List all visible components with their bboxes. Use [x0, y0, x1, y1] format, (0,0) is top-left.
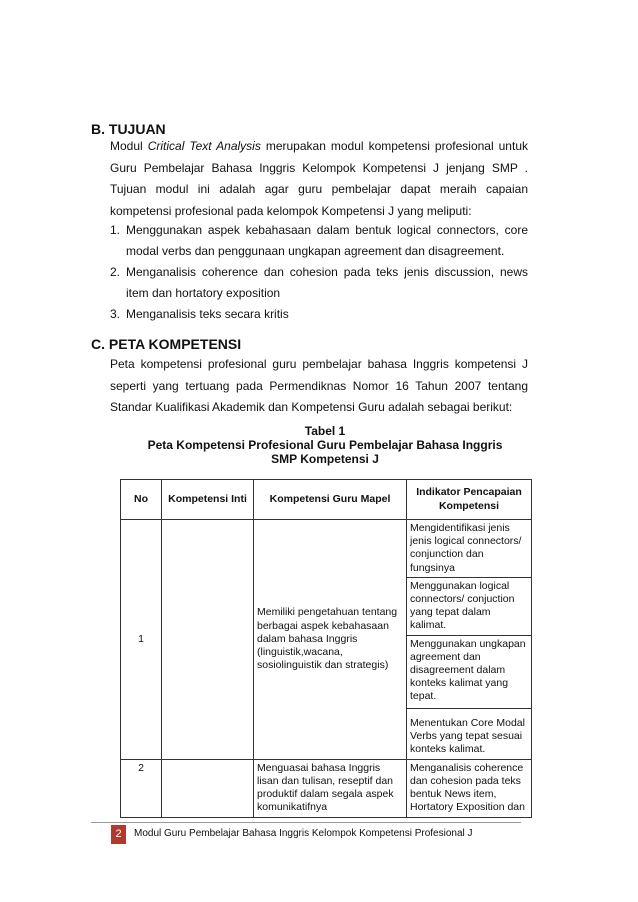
cell-mapel: Menguasai bahasa Inggris lisan dan tulisan, reseptif dan produktif dalam segala aspek komunikatifnya: [254, 759, 407, 817]
header-no: No: [121, 480, 162, 520]
para-text: merupakan modul kompetensi profesional untuk Guru Pembelajar Bahasa Inggris Kelompok Kompetensi J jenjang SMP . Tujuan modul ini adalah agar guru pembelajar dapat meraih capaian kompetensi profesional pada kelompok Kompetensi J yang meliputi:: [110, 139, 528, 218]
cell-no: 2: [121, 759, 162, 817]
section-c-paragraph: Peta kompetensi profesional guru pembelajar bahasa Inggris kompetensi J seperti yang tertuang pada Permendiknas Nomor 16 Tahun 2007 tentang Standar Kualifikasi Akademik dan Kompetensi Guru adalah sebagai berikut:: [110, 357, 528, 414]
section-b-paragraph: [110, 136, 528, 222]
header-kompetensi-inti: Kompetensi Inti: [162, 480, 254, 520]
para-text: Modul: [110, 139, 148, 153]
list-number: 2.: [110, 265, 121, 279]
header-kompetensi-mapel: Kompetensi Guru Mapel: [254, 480, 407, 520]
competency-table: [120, 479, 532, 818]
list-text: Menggunakan aspek kebahasaan dalam bentuk logical connectors, core modal verbs dan penggunaan ungkapan agreement dan disagreement.: [126, 223, 528, 258]
cell-inti: [162, 520, 254, 760]
cell-indikator: Menentukan Core Modal Verbs yang tepat sesuai konteks kalimat.: [407, 708, 532, 759]
list-number: 3.: [110, 307, 121, 321]
list-item: [110, 220, 528, 261]
list-item: [110, 304, 528, 325]
cell-indikator: Menggunakan logical connectors/ conjuction yang tepat dalam kalimat.: [407, 577, 532, 635]
module-title: Critical Text Analysis: [147, 139, 261, 153]
caption-line: Tabel 1: [304, 424, 346, 438]
caption-line: SMP Kompetensi J: [271, 452, 379, 466]
list-text: Menganalisis teks secara kritis: [126, 307, 289, 321]
cell-indikator: Menganalisis coherence dan cohesion pada teks bentuk News item, Hortatory Exposition dan: [407, 759, 532, 817]
caption-line: Peta Kompetensi Profesional Guru Pembelajar Bahasa Inggris: [147, 438, 503, 452]
section-c-title: C. PETA KOMPETENSI: [91, 336, 242, 352]
list-item: [110, 262, 528, 303]
footer-divider: [91, 822, 521, 823]
table-caption: [120, 424, 530, 466]
table-row: [121, 520, 532, 578]
footer-text: Modul Guru Pembelajar Bahasa Inggris Kelompok Kompetensi Profesional J: [134, 828, 473, 839]
page-number: 2: [111, 825, 126, 844]
section-b-title: B. TUJUAN: [91, 121, 166, 137]
header-indikator: Indikator Pencapaian Kompetensi: [407, 480, 532, 520]
cell-indikator: Menggunakan ungkapan agreement dan disagreement dalam konteks kalimat yang tepat.: [407, 635, 532, 708]
cell-indikator: Mengidentifikasi jenis jenis logical connectors/ conjunction dan fungsinya: [407, 520, 532, 578]
list-number: 1.: [110, 223, 121, 237]
cell-inti: [162, 759, 254, 817]
table-row: [121, 759, 532, 817]
table-header-row: [121, 480, 532, 520]
cell-mapel: Memiliki pengetahuan tentang berbagai aspek kebahasaan dalam bahasa Inggris (linguistik,wacana, sosiolinguistik dan strategis): [254, 520, 407, 760]
list-text: Menganalisis coherence dan cohesion pada teks jenis discussion, news item dan hortatory exposition: [126, 265, 528, 300]
objectives-list: [110, 220, 528, 325]
cell-no: 1: [121, 520, 162, 760]
